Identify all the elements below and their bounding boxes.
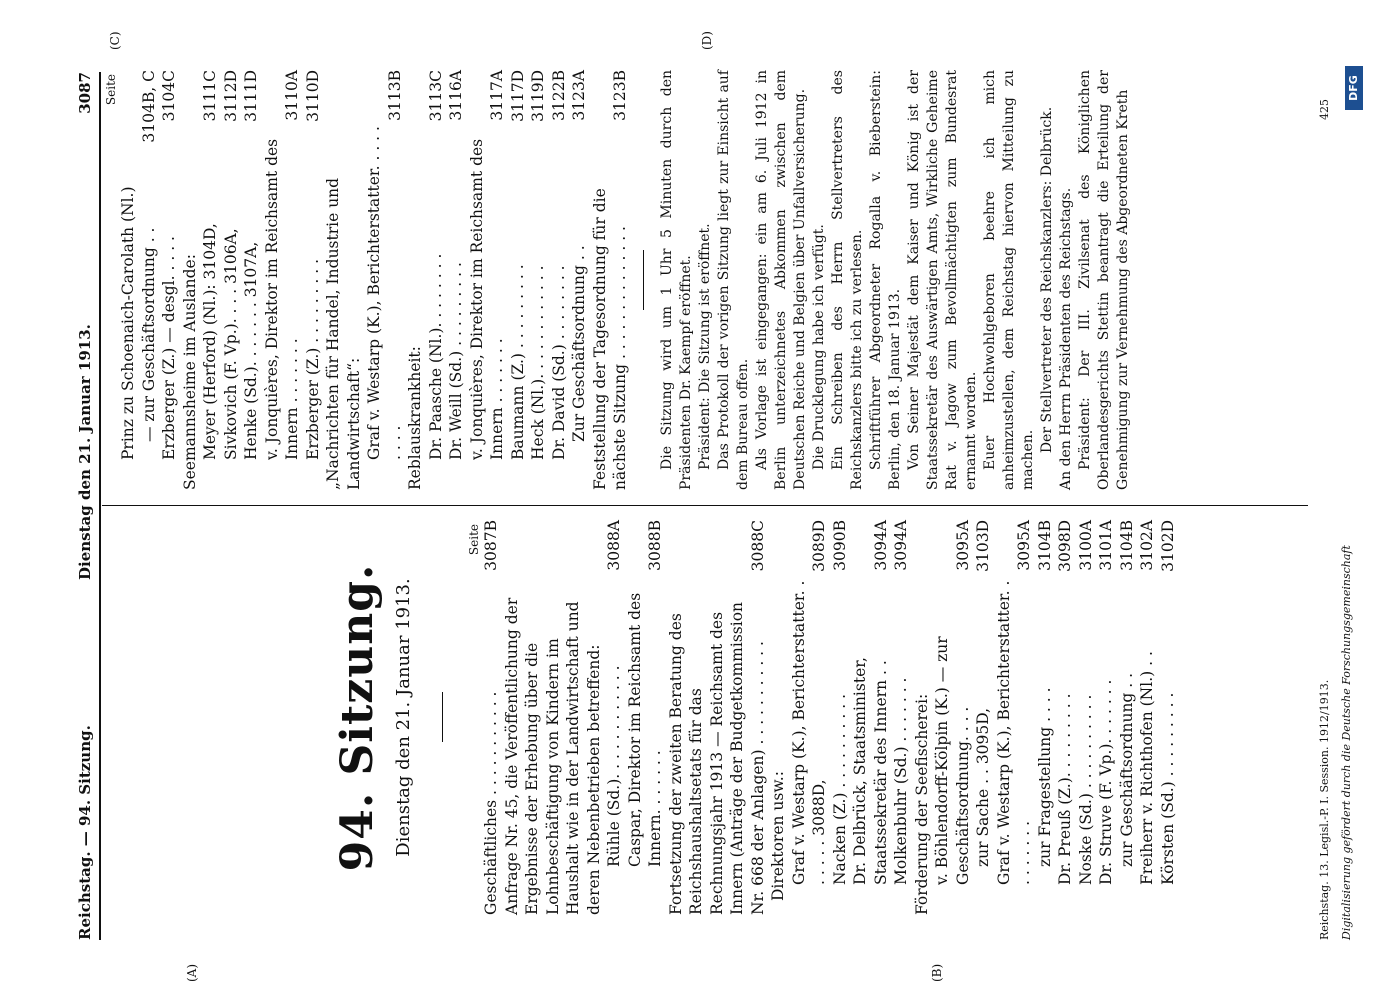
agenda-entry: [426, 70, 447, 490]
agenda-entry: [364, 70, 405, 490]
agenda-entry-text: Nacken (Z.) . . . . . . . . . .: [830, 693, 849, 885]
agenda-entry: [241, 70, 262, 490]
agenda-entry-text: Feststellung der Tagesordnung für die nächste Sitzung . . . . . . . . . . . . . .: [590, 188, 629, 490]
agenda-entry-text: v. Jonquières, Direktor im Reichsamt des Innern . . . . . . .: [467, 138, 506, 460]
agenda-list-right: [118, 70, 631, 490]
agenda-entry-page: 3102D: [1158, 520, 1177, 572]
proceedings-paragraph: An den Herrn Präsidenten des Reichstags.: [1057, 187, 1074, 490]
header-page-number: 3087: [76, 72, 94, 114]
agenda-entry: [569, 70, 590, 490]
proceedings-paragraph: Der Stellvertreter des Reichskanzlers: Delbrück.: [1038, 106, 1055, 454]
column-rule: [102, 505, 1308, 506]
agenda-entry: [932, 520, 973, 915]
agenda-entry: [139, 70, 160, 490]
agenda-entry-text: v. Böhlendorff-Kölpin (K.) — zur Geschäftsordnung. . . .: [933, 636, 972, 885]
agenda-entry-page: 3087B: [482, 520, 500, 571]
agenda-entry: [625, 520, 666, 915]
agenda-entry-text: Anfrage Nr. 45, die Veröffentlichung der Ergebnisse der Erhebung über die Lohnbeschäftigung von Kindern im Haushalt wie in der Landwirtschaft und deren Nebenbetrieben betreffend:: [502, 597, 603, 915]
agenda-entry-text: Erzberger (Z.) . . . . . . . . .: [303, 258, 322, 460]
proceedings-paragraph: Schriftführer Abgeordneter Rogalla v. Bieberstein: Berlin, den 18. Januar 1913.: [867, 70, 903, 490]
agenda-entry-page: 3095A: [1015, 520, 1033, 571]
agenda-entry-text: zur Sache . . 3095D,: [974, 707, 992, 867]
agenda-entry: [994, 520, 1035, 915]
agenda-entry-page: 3116A: [447, 70, 465, 121]
agenda-entry-page: 3122B: [549, 70, 568, 121]
agenda-entry: [200, 70, 221, 490]
agenda-entry: [508, 70, 529, 490]
agenda-entry: [405, 70, 426, 490]
agenda-entry-page: 3102A: [1138, 520, 1156, 571]
agenda-entry-page: 3111D: [242, 70, 260, 122]
agenda-entry: [912, 520, 933, 915]
proceedings-paragraph: Die Drucklegung habe ich verfügt.: [810, 224, 827, 470]
proceedings-paragraph: Präsident: Die Sitzung ist eröffnet.: [696, 223, 713, 470]
agenda-entry: [830, 520, 851, 915]
left-column: [104, 520, 1178, 915]
proceedings-paragraph: Als Vorlage ist eingegangen: ein am 6. Juli 1912 in Berlin unterzeichnetes Abkommen zwischen dem Deutschen Reiche und Belgien über Unfallversicherung.: [753, 70, 808, 490]
digitization-note: Digitalisierung gefördert durch die Deutsche Forschungsgemeinschaft: [1340, 545, 1353, 940]
agenda-entry-text: v. Jonquières, Direktor im Reichsamt des Innern . . . . . . .: [262, 138, 301, 460]
agenda-entry: [467, 70, 508, 490]
agenda-entry-text: Dr. Struve (F. Vp.). . . . . . .: [1097, 679, 1115, 885]
agenda-entry: [789, 520, 830, 915]
page-subtitle: Dienstag den 21. Januar 1913.: [393, 578, 414, 857]
agenda-entry-text: Sivkovich (F. Vp.). . . . 3106A,: [221, 228, 240, 460]
agenda-entry: [303, 70, 324, 490]
agenda-entry-text: Freiherr v. Richthofen (Nl.) . .: [1138, 651, 1156, 885]
agenda-entry-page: 3100A: [1076, 520, 1095, 571]
proceedings-paragraph: Euer Hochwohlgeboren beehre ich mich anheimzustellen, dem Reichstag hiervon Mitteilung zu machen.: [981, 70, 1036, 490]
agenda-entry: [159, 70, 180, 490]
agenda-entry-page: 3089D: [810, 520, 828, 572]
agenda-entry-text: Prinz zu Schoenaich-Carolath (Nl.): [119, 186, 137, 460]
agenda-entry-text: Förderung der Seefischerei:: [912, 693, 931, 915]
agenda-entry-page: 3103D: [974, 520, 992, 572]
agenda-entry-text: Graf v. Westarp (K.), Berichterstatter. . . . . . . . .: [365, 126, 404, 460]
agenda-entry: [528, 70, 549, 490]
agenda-entry-text: Baumann (Z.) . . . . . . . . .: [508, 264, 527, 460]
agenda-entry: [180, 70, 201, 490]
agenda-entry-text: Dr. Preuß (Z.). . . . . . . . .: [1056, 693, 1074, 885]
agenda-entry-page: 3098D: [1056, 520, 1074, 572]
proceedings-paragraph: Ein Schreiben des Herrn Stellvertreters des Reichskanzlers bitte ich zu verlesen.: [829, 70, 865, 490]
header-center: Dienstag den 21. Januar 1913.: [76, 324, 94, 580]
agenda-entry-text: Molkenbuhr (Sd.) . . . . . . .: [892, 677, 910, 885]
agenda-entry-text: Direktoren usw.:: [769, 771, 787, 901]
agenda-entry-page: 3088C: [748, 520, 767, 572]
agenda-entry: [666, 520, 769, 915]
agenda-entry-text: „Nachrichten für Handel, Industrie und Landwirtschaft“:: [324, 177, 363, 490]
agenda-entry-page: 3110D: [303, 70, 322, 122]
agenda-entry-text: Graf v. Westarp (K.), Berichterstatter. . . . . . . . .: [994, 580, 1033, 885]
agenda-entry: [973, 520, 994, 915]
agenda-entry-text: Fortsetzung der zweiten Beratung des Reichshaushaltsetats für das Rechnungsjahr 1913 — Reichsamt des Innern (Anträge der Budgetkommission Nr. 668 der Anlagen) . . . . . . . . . . .: [666, 601, 767, 915]
agenda-entry-page: 3101A: [1097, 520, 1115, 571]
agenda-entry-page: 3110A: [283, 70, 301, 121]
agenda-entry: [502, 520, 605, 915]
seite-label-right: Seite: [104, 74, 118, 106]
agenda-entry-text: Henke (Sd.). . . . . . . 3107A,: [242, 241, 260, 460]
agenda-entry: [549, 70, 570, 490]
marker-b: (B): [930, 963, 944, 982]
agenda-entry-page: 3113B: [385, 70, 404, 121]
agenda-entry-page: 3123B: [611, 70, 629, 121]
agenda-entry-text: Dr. Paasche (Nl.). . . . . . . .: [426, 253, 445, 460]
title-rule: [442, 693, 443, 743]
agenda-entry-text: Caspar, Direktor im Reichsamt des Innern. . . . . . .: [625, 592, 664, 867]
marker-c: (C): [108, 31, 122, 50]
agenda-entry: [1055, 520, 1076, 915]
agenda-list-left: [481, 520, 1178, 915]
agenda-entry-page: 3094A: [892, 520, 910, 571]
agenda-entry: [481, 520, 502, 915]
agenda-entry-page: 3088A: [605, 520, 623, 571]
page-title: 94. Sitzung.: [332, 563, 383, 872]
footer-page-number: 425: [1318, 99, 1331, 120]
proceedings-paragraph: Die Sitzung wird um 1 Uhr 5 Minuten durch den Präsidenten Dr. Kaempf eröffnet.: [658, 70, 694, 490]
agenda-entry-page: 3104B: [1117, 520, 1136, 571]
agenda-entry-text: Heck (Nl.). . . . . . . . . . . .: [529, 265, 547, 460]
agenda-entry-text: zur Fragestellung . . . .: [1035, 687, 1054, 867]
marker-a: (A): [185, 963, 199, 982]
agenda-entry: [1158, 520, 1179, 915]
agenda-entry-text: Dr. Weill (Sd.) . . . . . . . . .: [447, 262, 465, 460]
agenda-entry-page: 3117A: [488, 70, 506, 121]
proceedings-text: [658, 70, 1133, 490]
agenda-entry-page: 3104C: [160, 70, 178, 122]
dfg-logo: DFG: [1345, 66, 1363, 110]
agenda-entry: [262, 70, 303, 490]
agenda-entry: [1035, 520, 1056, 915]
agenda-entry-page: 3094A: [871, 520, 890, 571]
agenda-entry-text: Graf v. Westarp (K.), Berichterstatter. . . . . . . 3088D,: [789, 580, 828, 885]
agenda-entry-text: Noske (Sd.) . . . . . . . . . .: [1076, 694, 1095, 885]
agenda-entry-text: Meyer (Herford) (Nl.): 3104D,: [201, 223, 219, 460]
page-footer: [1318, 72, 1331, 940]
agenda-entry: [604, 520, 625, 915]
section-rule: [643, 250, 644, 310]
agenda-entry-page: 3104B, C: [139, 70, 158, 143]
footer-text: Reichstag. 13. Legisl.-P. I. Session. 1912/1913.: [1318, 679, 1331, 940]
agenda-entry-page: 3090B: [830, 520, 849, 571]
agenda-entry-page: 3117D: [508, 70, 527, 122]
agenda-entry-text: Reblauskrankheit:: [406, 346, 424, 490]
proceedings-paragraph: Das Protokoll der vorigen Sitzung liegt zur Einsicht auf dem Bureau offen.: [715, 70, 751, 490]
agenda-entry: [768, 520, 789, 915]
agenda-entry-page: 3095A: [953, 520, 972, 571]
agenda-entry: [221, 70, 242, 490]
agenda-entry-page: 3112D: [221, 70, 240, 122]
proceedings-paragraph: Von Seiner Majestät dem Kaiser und König ist der Staatssekretär des Auswärtigen Amts, Wirkliche Geheime Rat v. Jagow zum Bevollmächtigten zum Bundesrat ernannt worden.: [905, 70, 979, 490]
running-header: [72, 72, 98, 940]
right-column: [104, 70, 1133, 490]
agenda-entry-text: Geschäftliches . . . . . . . . . . .: [482, 691, 500, 915]
agenda-entry: [590, 70, 631, 490]
agenda-entry-page: 3104B: [1035, 520, 1054, 571]
agenda-entry: [891, 520, 912, 915]
marker-d: (D): [700, 31, 714, 50]
agenda-entry: [118, 70, 139, 490]
agenda-entry-text: Körsten (Sd.) . . . . . . . . .: [1158, 692, 1177, 885]
agenda-entry-text: Dr. David (Sd.) . . . . . . . .: [549, 265, 568, 460]
agenda-entry-page: 3123A: [570, 70, 588, 121]
agenda-entry-page: 3119D: [529, 70, 547, 122]
agenda-entry-text: Zur Geschäftsordnung . .: [570, 245, 588, 442]
agenda-entry: [1076, 520, 1097, 915]
agenda-entry: [1117, 520, 1138, 915]
agenda-entry: [1137, 520, 1158, 915]
agenda-entry-text: — zur Geschäftsordnung . .: [139, 227, 158, 442]
agenda-entry-page: 3113C: [426, 70, 445, 122]
agenda-entry: [446, 70, 467, 490]
agenda-entry-text: Rühle (Sd.). . . . . . . . . . . .: [605, 665, 623, 867]
header-left: Reichstag. — 94. Sitzung.: [76, 725, 94, 940]
agenda-entry-page: 3088B: [646, 520, 664, 571]
agenda-entry-page: 3111C: [201, 70, 219, 122]
seite-label: Seite: [467, 524, 481, 556]
agenda-entry-text: Erzberger (Z.) — desgl. . . . .: [160, 236, 178, 460]
agenda-entry: [850, 520, 891, 915]
agenda-entry-text: Dr. Delbrück, Staatsminister, Staatssekretär des Innern . .: [851, 657, 890, 885]
header-rule: [99, 72, 101, 940]
proceedings-paragraph: Präsident: Der III. Zivilsenat des Königlichen Oberlandesgerichts Stettin beantragt die Erteilung der Genehmigung zur Vernehmung des Abgeordneten Kreth: [1076, 70, 1131, 490]
agenda-entry: [1096, 520, 1117, 915]
agenda-entry-text: Seemannsheime im Auslande:: [180, 254, 199, 490]
agenda-entry-text: zur Geschäftsordnung . .: [1117, 672, 1136, 867]
agenda-entry: [323, 70, 364, 490]
